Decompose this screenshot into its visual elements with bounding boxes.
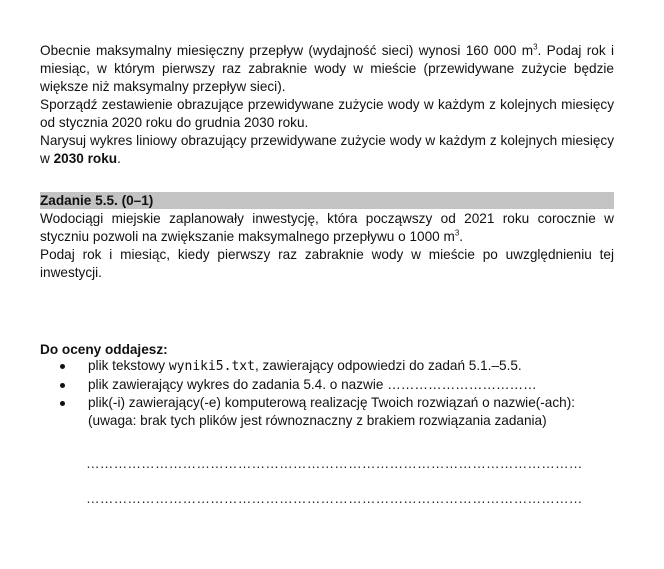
task-body (40, 210, 614, 282)
submission-list (40, 357, 620, 430)
list-item: plik(-i) zawierający(-e) komputerową realizację Twoich rozwiązań o nazwie(-ach): (uwaga: brak tych plików jest równoznaczny z brakiem rozwiązania zadania) (40, 394, 620, 430)
flow-question: Obecnie maksymalny miesięczny przepływ (wydajność sieci) wynosi 160 000 $m^3$. Podaj rok i miesiąc, w którym pierwszy raz zabraknie wody w mieście (przewidywane zużycie będzie większe niż maksymalny przepływ sieci). (40, 42, 615, 94)
bullet-icon (60, 364, 65, 369)
task-question: Podaj rok i miesiąc, kiedy pierwszy raz zabraknie wody w mieście po uwzględnieniu tej inwestycji. (40, 247, 614, 280)
list-item: plik tekstowy wyniki5.txt, zawierający odpowiedzi do zadań 5.1.–5.5. (40, 357, 620, 376)
bullet-icon (60, 401, 65, 406)
filename-blank-line: ……………………………………………………………………………………………… (86, 491, 583, 506)
results-filename: wyniki5.txt (168, 359, 255, 374)
task-heading: Zadanie 5.5. (0–1) (40, 192, 614, 209)
summary-instruction: Sporządź zestawienie obrazujące przewidywane zużycie wody w każdym z kolejnych miesięcy od stycznia 2020 roku do grudnia 2030 roku. (40, 97, 614, 130)
chart-instruction: Narysuj wykres liniowy obrazujący przewidywane zużycie wody w każdym z kolejnych miesięcy w 2030 roku. (40, 133, 614, 166)
paragraph-intro (40, 42, 614, 168)
submission-heading: Do oceny oddajesz: (40, 342, 168, 357)
filename-blank-line: ……………………………………………………………………………………………… (86, 456, 583, 471)
list-item: plik zawierający wykres do zadania 5.4. o nazwie …………………………… (40, 376, 620, 394)
task-investment-text: Wodociągi miejskie zaplanowały inwestycję, która począwszy od 2021 roku corocznie w styczniu pozwoli na zwiększanie maksymalnego przepływu o 1000 $m^3$. (40, 211, 614, 244)
bullet-icon (60, 383, 65, 388)
